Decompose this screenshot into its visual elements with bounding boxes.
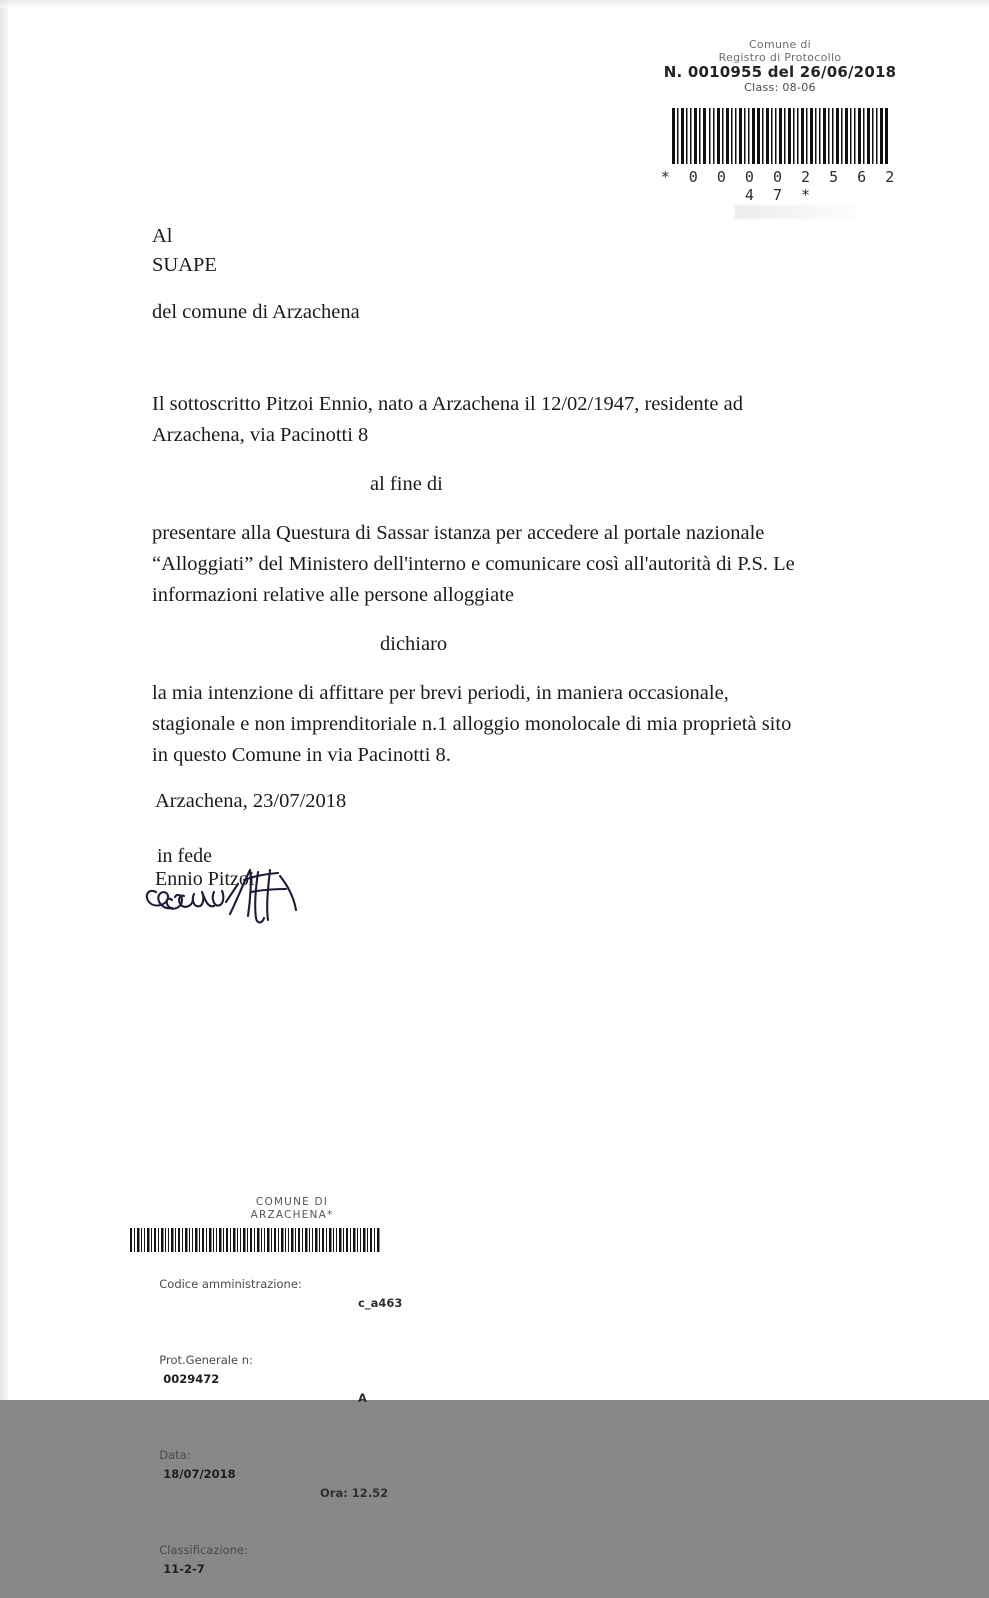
scan-edge-top: [0, 0, 989, 8]
footer-label-classificazione: Classificazione:: [159, 1543, 256, 1557]
scan-smudge: [735, 205, 855, 219]
preamble-paragraph: Il sottoscritto Pitzoi Ennio, nato a Arzachena il 12/02/1947, residente ad Arzachena, via Pacinotti 8: [152, 393, 743, 446]
footer-value-protocollo: 0029472: [159, 1372, 220, 1386]
place-and-date: Arzachena, 23/07/2018: [155, 790, 347, 812]
protocol-barcode-svg: [672, 108, 888, 164]
footer-title-line1: COMUNE DI: [255, 1196, 329, 1208]
footer-row-classificazione: [130, 1522, 430, 1598]
footer-protocol-stamp: [130, 1196, 430, 1598]
footer-label-data: Data:: [159, 1448, 198, 1462]
footer-label-protocollo: Prot.Generale n:: [159, 1353, 261, 1367]
recipient-line-1: Al: [152, 225, 173, 247]
protocol-stamp-org-line1: Comune di: [748, 38, 812, 51]
footer-extra-ora: Ora: 12.52: [320, 1486, 389, 1500]
signer-printed-name: Ennio Pitzoi: [155, 868, 255, 890]
heading-al-fine-di: al fine di: [370, 473, 443, 495]
footer-value-data: 18/07/2018: [159, 1467, 236, 1481]
footer-barcode: [130, 1228, 382, 1252]
scan-edge-left: [0, 0, 10, 1400]
footer-label-codice: Codice amministrazione:: [159, 1277, 310, 1291]
footer-value-codice: c_a463: [358, 1296, 403, 1310]
closing-in-fede: in fede: [157, 845, 212, 867]
footer-row-data: [130, 1427, 430, 1522]
protocol-barcode: [672, 108, 888, 164]
protocol-stamp-org-line2: Registro di Protocollo: [718, 51, 842, 64]
handwritten-signature: [138, 862, 318, 932]
protocol-barcode-digits: * 0 0 0 0 2 5 6 2 4 7 *: [660, 168, 900, 204]
footer-title-line2: ARZACHENA*: [250, 1209, 334, 1221]
protocol-stamp: [660, 38, 900, 95]
recipient-line-2: SUAPE: [152, 254, 217, 276]
document-body: [152, 222, 812, 771]
recipient-line-3: del comune di Arzachena: [152, 301, 360, 323]
footer-value-classificazione: 11-2-7: [159, 1562, 205, 1576]
purpose-paragraph: presentare alla Questura di Sassar istanza per accedere al portale nazionale “Alloggiati” del Ministero dell'interno e comunicare così all'autorità di P.S. Le informazioni relative alle persone alloggiate: [152, 522, 795, 606]
declaration-paragraph: la mia intenzione di affittare per brevi periodi, in maniera occasionale, stagionale e non imprenditoriale n.1 alloggio monolocale di mia proprietà sito in questo Comune in via Pacinotti 8.: [152, 682, 792, 766]
protocol-stamp-class: Class: 08-06: [744, 81, 816, 94]
heading-dichiaro: dichiaro: [380, 633, 448, 655]
footer-extra-protocollo: A: [358, 1391, 367, 1405]
footer-fields: [130, 1256, 430, 1598]
footer-barcode-svg: [130, 1228, 382, 1252]
footer-row-protocollo: [130, 1332, 430, 1427]
footer-row-codice: [130, 1256, 430, 1332]
protocol-stamp-number: N. 0010955 del 26/06/2018: [663, 63, 897, 81]
